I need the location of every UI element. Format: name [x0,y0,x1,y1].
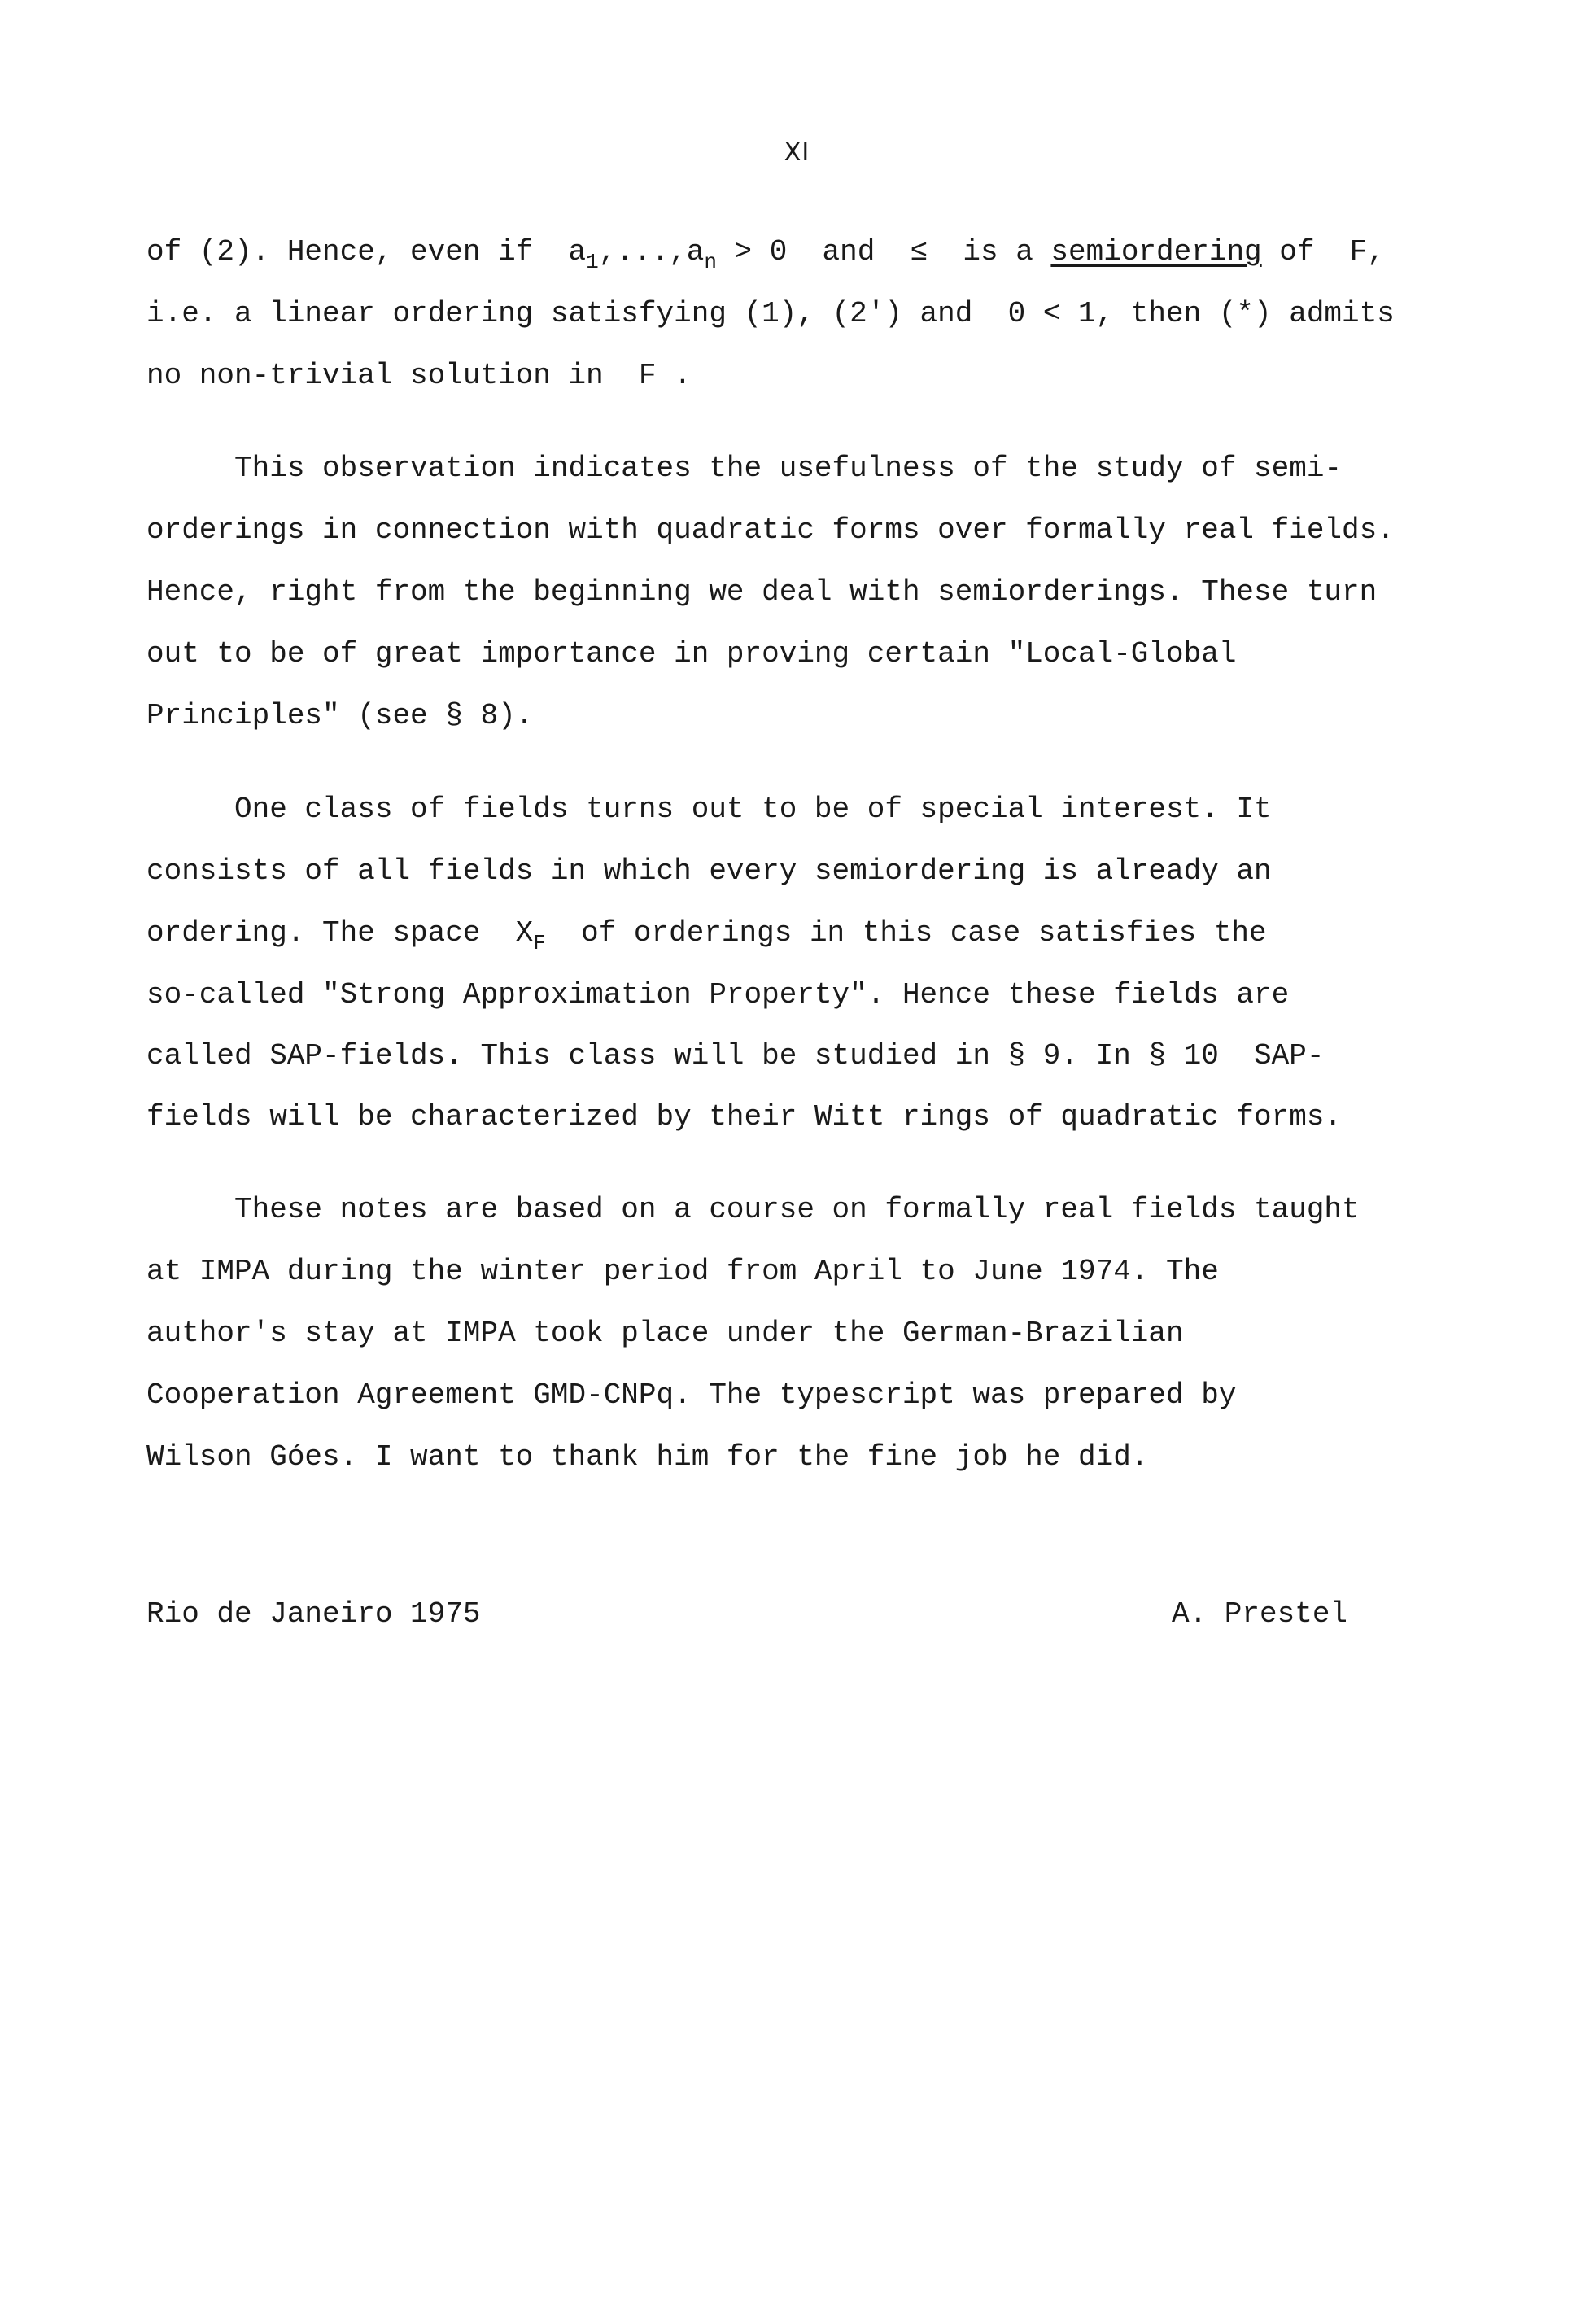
author-name: A. Prestel [1172,1597,1348,1631]
place-date: Rio de Janeiro 1975 [146,1597,481,1631]
page-number: XI [784,138,810,167]
paragraph-3-line-2: consists of all fields in which every semiordering is already an [146,854,1272,888]
paragraph-2-line-1: This observation indicates the usefulness of the study of semi- [146,452,1343,485]
paragraph-2-line-3: Hence, right from the beginning we deal with semiorderings. These turn [146,575,1378,609]
paragraph-4-line-2: at IMPA during the winter period from April to June 1974. The [146,1255,1219,1288]
paragraph-4-line-4: Cooperation Agreement GMD-CNPq. The typescript was prepared by [146,1378,1237,1412]
paragraph-2-line-2: orderings in connection with quadratic forms over formally real fields. [146,513,1395,547]
paragraph-4-line-3: author's stay at IMPA took place under the German-Brazilian [146,1317,1184,1350]
paragraph-1-line-2: i.e. a linear ordering satisfying (1), (2') and 0 < 1, then (*) admits [146,297,1395,330]
paragraph-3-line-4: so-called "Strong Approximation Property". Hence these fields are [146,978,1290,1011]
paragraph-3-line-6: fields will be characterized by their Witt rings of quadratic forms. [146,1100,1343,1134]
paragraph-1-line-3: no non-trivial solution in F . [146,359,692,392]
paragraph-4-line-5: Wilson Góes. I want to thank him for the fine job he did. [146,1440,1149,1474]
paragraph-2-line-4: out to be of great importance in proving certain "Local-Global [146,637,1237,671]
paragraph-4-line-1: These notes are based on a course on formally real fields taught [146,1193,1360,1226]
paragraph-1-line-1: of (2). Hence, even if $a_1,...,a_n > 0$ and ≤ is a semiordering of F, [146,235,1385,274]
paragraph-3-line-5: called SAP-fields. This class will be studied in § 9. In § 10 SAP- [146,1039,1325,1072]
paragraph-3-line-1: One class of fields turns out to be of special interest. It [146,793,1272,826]
semiordering-term: semiordering [1050,235,1262,269]
paragraph-2-line-5: Principles" (see § 8). [146,699,534,732]
paragraph-3-line-3: ordering. The space $X_F$ of orderings in this case satisfies the [146,916,1267,955]
